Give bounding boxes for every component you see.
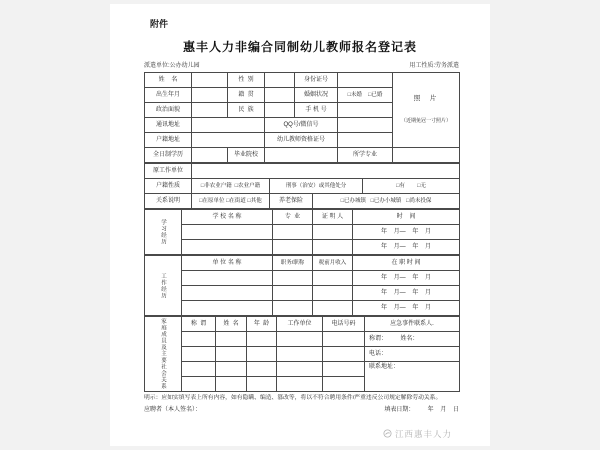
study-school-cell	[182, 240, 273, 255]
work-income-header: 税前月收入	[313, 256, 353, 271]
study-section	[144, 209, 460, 255]
criminal-checkboxes: □有 □无	[363, 179, 460, 194]
family-relation-cell	[182, 362, 216, 377]
family-section	[144, 316, 460, 392]
family-row-3	[145, 362, 460, 377]
mail-address-value-cell	[192, 118, 265, 133]
politics-value-cell	[192, 103, 228, 118]
qq-wechat-label: QQ号/微信号	[265, 118, 338, 133]
row-relation	[145, 194, 460, 209]
qq-wechat-value-cell	[338, 118, 393, 133]
household-section	[144, 163, 460, 209]
emergency-contact-name-cell: 称谓： 姓名：	[365, 332, 460, 347]
relation-checkboxes: □在原单位 □在街道 □其他	[192, 194, 270, 209]
work-time-header: 在 职 时 间	[353, 256, 460, 271]
family-workplace-cell	[277, 377, 323, 392]
company-watermark	[383, 428, 452, 440]
study-major-header: 专 业	[273, 210, 313, 225]
teacher-cert-label: 幼儿教师资格证号	[265, 133, 338, 148]
pension-checkboxes: □已办城镇 □已办小城镇 □尚未投保	[313, 194, 460, 209]
watermark-text: 江西惠丰人力	[395, 429, 453, 439]
photo-note: （近期免冠一寸照片）	[400, 118, 451, 125]
birth-value-cell	[192, 88, 228, 103]
document-page	[110, 4, 490, 446]
study-time-header: 时 间	[353, 210, 460, 225]
education-value-cell	[192, 148, 228, 163]
family-name-cell	[216, 332, 247, 347]
footer-note: 明示：应如实填写表上所有内容，如有隐瞒、编造、篡改等，将以不符合聘用条件/严重违反公司规定解除劳动关系。	[144, 395, 442, 401]
birth-label: 出生年月	[145, 88, 192, 103]
photo-label: 照 片	[413, 95, 439, 103]
id-number-label: 身份证号	[295, 73, 338, 88]
dispatch-unit-label: 派遣单位:公办幼儿园	[144, 63, 200, 69]
study-witness-cell	[313, 240, 353, 255]
family-age-cell	[247, 362, 277, 377]
work-time-cell: 年 月— 年 月	[353, 301, 460, 316]
family-workplace-cell	[277, 347, 323, 362]
family-row-2	[145, 347, 460, 362]
family-workplace-header: 工作单位	[277, 317, 323, 332]
family-name-cell	[216, 347, 247, 362]
study-row-2	[145, 240, 460, 255]
college-value-cell	[265, 148, 338, 163]
emergency-contact-address-cell: 联系地址：	[365, 362, 460, 392]
marital-label: 婚姻状况	[295, 88, 338, 103]
study-time-cell: 年 月— 年 月	[353, 240, 460, 255]
mobile-label: 手 机 号	[295, 103, 338, 118]
family-name-cell	[216, 377, 247, 392]
family-age-header: 年 龄	[247, 317, 277, 332]
major-value-cell	[393, 148, 460, 163]
pension-label: 养老保险	[270, 194, 313, 209]
work-position-header: 职务/职称	[273, 256, 313, 271]
work-section-label: 工作经历	[145, 256, 182, 316]
page-title: 惠丰人力非编合同制幼儿教师报名登记表	[182, 40, 417, 54]
family-relation-header: 称 谓	[182, 317, 216, 332]
family-phone-cell	[323, 377, 365, 392]
family-workplace-cell	[277, 362, 323, 377]
education-label: 全日制学历	[145, 148, 192, 163]
prev-employer-value-cell	[192, 164, 460, 179]
family-age-cell	[247, 332, 277, 347]
photo-box	[393, 73, 460, 148]
teacher-cert-value-cell	[338, 133, 393, 148]
relation-label: 关系说明	[145, 194, 192, 209]
study-time-cell: 年 月— 年 月	[353, 225, 460, 240]
gender-value-cell	[265, 73, 295, 88]
native-place-value-cell	[265, 88, 295, 103]
family-name-cell	[216, 362, 247, 377]
household-type-checkboxes: □非农业户籍 □农业户籍	[192, 179, 270, 194]
huifeng-logo-icon	[383, 429, 392, 440]
work-unit-cell	[182, 286, 273, 301]
work-position-cell	[273, 286, 313, 301]
marital-checkboxes: □未婚 □已婚	[338, 88, 393, 103]
family-relation-cell	[182, 332, 216, 347]
household-address-label: 户籍地址	[145, 133, 192, 148]
criminal-label: 刑事（治安）或其他处分	[270, 179, 363, 194]
work-unit-cell	[182, 301, 273, 316]
name-value-cell	[192, 73, 228, 88]
row-prev-employer	[145, 164, 460, 179]
registration-form-table	[144, 72, 459, 392]
study-school-cell	[182, 225, 273, 240]
applicant-signature-label: 应聘者（本人签名）：	[144, 407, 202, 413]
subheader-row	[144, 60, 459, 69]
family-phone-cell	[323, 347, 365, 362]
family-phone-header: 电话号码	[323, 317, 365, 332]
work-unit-cell	[182, 271, 273, 286]
study-major-cell	[273, 225, 313, 240]
basic-info-section	[144, 72, 460, 163]
family-phone-cell	[323, 332, 365, 347]
household-address-value-cell	[192, 133, 265, 148]
attachment-label: 附件	[150, 19, 169, 29]
work-row-1	[145, 271, 460, 286]
family-phone-cell	[323, 362, 365, 377]
mail-address-label: 通讯地址	[145, 118, 192, 133]
mobile-value-cell	[338, 103, 393, 118]
study-header-row	[145, 210, 460, 225]
row-education	[145, 148, 460, 163]
family-workplace-cell	[277, 332, 323, 347]
study-witness-header: 证 明 人	[313, 210, 353, 225]
family-header-row	[145, 317, 460, 332]
name-label: 姓 名	[145, 73, 192, 88]
emergency-contact-phone-cell: 电话：	[365, 347, 460, 362]
work-position-cell	[273, 271, 313, 286]
row-household-type	[145, 179, 460, 194]
work-income-cell	[313, 286, 353, 301]
work-header-row	[145, 256, 460, 271]
work-time-cell: 年 月— 年 月	[353, 286, 460, 301]
ethnic-label: 民 族	[228, 103, 265, 118]
major-label: 所学专业	[338, 148, 393, 163]
study-row-1	[145, 225, 460, 240]
work-time-cell: 年 月— 年 月	[353, 271, 460, 286]
work-income-cell	[313, 271, 353, 286]
family-relation-cell	[182, 377, 216, 392]
family-age-cell	[247, 377, 277, 392]
id-number-value-cell	[338, 73, 393, 88]
college-label: 毕业院校	[228, 148, 265, 163]
native-place-label: 籍 贯	[228, 88, 265, 103]
emergency-contact-header: 应急事件联系人.	[365, 317, 460, 332]
gender-label: 性 别	[228, 73, 265, 88]
work-row-2	[145, 286, 460, 301]
ethnic-value-cell	[265, 103, 295, 118]
family-name-header: 姓 名	[216, 317, 247, 332]
study-major-cell	[273, 240, 313, 255]
employment-type-label: 用工性质:劳务派遣	[409, 63, 459, 69]
prev-employer-label: 原工作单位	[145, 164, 192, 179]
study-school-header: 学 校 名 称	[182, 210, 273, 225]
work-row-3	[145, 301, 460, 316]
family-row-1	[145, 332, 460, 347]
work-income-cell	[313, 301, 353, 316]
work-section	[144, 255, 460, 316]
study-witness-cell	[313, 225, 353, 240]
row-name	[145, 73, 460, 88]
work-unit-header: 单 位 名 称	[182, 256, 273, 271]
family-age-cell	[247, 347, 277, 362]
family-relation-cell	[182, 347, 216, 362]
family-section-label: 家庭成员及主要社会关系	[145, 317, 182, 392]
work-position-cell	[273, 301, 313, 316]
signature-row	[144, 404, 459, 413]
form-date-label: 填表日期： 年 月 日	[384, 407, 459, 413]
household-type-label: 户籍性质	[145, 179, 192, 194]
politics-label: 政治面貌	[145, 103, 192, 118]
study-section-label: 学习经历	[145, 210, 182, 255]
